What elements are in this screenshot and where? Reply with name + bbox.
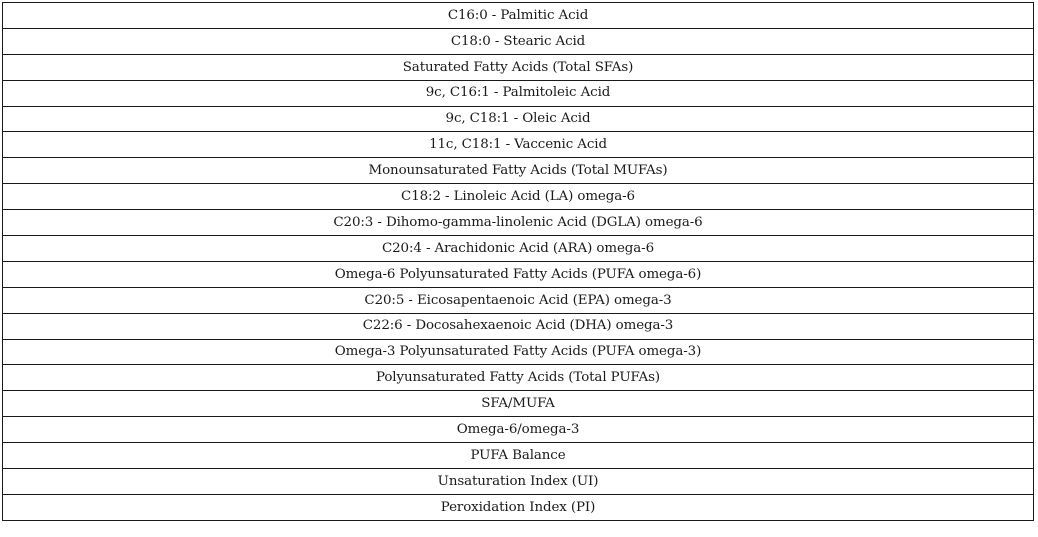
table-row bbox=[3, 469, 1034, 495]
table-row bbox=[3, 106, 1034, 132]
fatty-acid-table-container bbox=[2, 2, 1034, 521]
row-label-linoleic-acid: C18:2 - Linoleic Acid (LA) omega-6 bbox=[3, 184, 1034, 210]
table-row bbox=[3, 210, 1034, 236]
row-label-palmitic-acid: C16:0 - Palmitic Acid bbox=[3, 3, 1034, 29]
table-row bbox=[3, 313, 1034, 339]
table-row bbox=[3, 80, 1034, 106]
table-row bbox=[3, 3, 1034, 29]
row-label-pufa-balance: PUFA Balance bbox=[3, 443, 1034, 469]
table-row bbox=[3, 287, 1034, 313]
table-row bbox=[3, 443, 1034, 469]
row-label-total-mufas: Monounsaturated Fatty Acids (Total MUFAs) bbox=[3, 158, 1034, 184]
table-row bbox=[3, 158, 1034, 184]
row-label-total-pufas: Polyunsaturated Fatty Acids (Total PUFAs) bbox=[3, 365, 1034, 391]
table-row bbox=[3, 132, 1034, 158]
row-label-oleic-acid: 9c, C18:1 - Oleic Acid bbox=[3, 106, 1034, 132]
row-label-omega6-omega3-ratio: Omega-6/omega-3 bbox=[3, 417, 1034, 443]
table-row bbox=[3, 54, 1034, 80]
table-row bbox=[3, 494, 1034, 520]
row-label-palmitoleic-acid: 9c, C16:1 - Palmitoleic Acid bbox=[3, 80, 1034, 106]
table-row bbox=[3, 417, 1034, 443]
fatty-acid-table bbox=[2, 2, 1034, 521]
row-label-dha: C22:6 - Docosahexaenoic Acid (DHA) omega-3 bbox=[3, 313, 1034, 339]
row-label-vaccenic-acid: 11c, C18:1 - Vaccenic Acid bbox=[3, 132, 1034, 158]
table-row bbox=[3, 339, 1034, 365]
row-label-pufa-omega-6: Omega-6 Polyunsaturated Fatty Acids (PUFA omega-6) bbox=[3, 261, 1034, 287]
table-row bbox=[3, 261, 1034, 287]
row-label-peroxidation-index: Peroxidation Index (PI) bbox=[3, 494, 1034, 520]
table-row bbox=[3, 28, 1034, 54]
row-label-sfa-mufa-ratio: SFA/MUFA bbox=[3, 391, 1034, 417]
row-label-stearic-acid: C18:0 - Stearic Acid bbox=[3, 28, 1034, 54]
row-label-arachidonic-acid: C20:4 - Arachidonic Acid (ARA) omega-6 bbox=[3, 236, 1034, 262]
row-label-total-sfas: Saturated Fatty Acids (Total SFAs) bbox=[3, 54, 1034, 80]
row-label-pufa-omega-3: Omega-3 Polyunsaturated Fatty Acids (PUFA omega-3) bbox=[3, 339, 1034, 365]
table-row bbox=[3, 236, 1034, 262]
row-label-epa: C20:5 - Eicosapentaenoic Acid (EPA) omega-3 bbox=[3, 287, 1034, 313]
row-label-dgla: C20:3 - Dihomo-gamma-linolenic Acid (DGLA) omega-6 bbox=[3, 210, 1034, 236]
table-row bbox=[3, 391, 1034, 417]
row-label-unsaturation-index: Unsaturation Index (UI) bbox=[3, 469, 1034, 495]
table-row bbox=[3, 365, 1034, 391]
table-row bbox=[3, 184, 1034, 210]
